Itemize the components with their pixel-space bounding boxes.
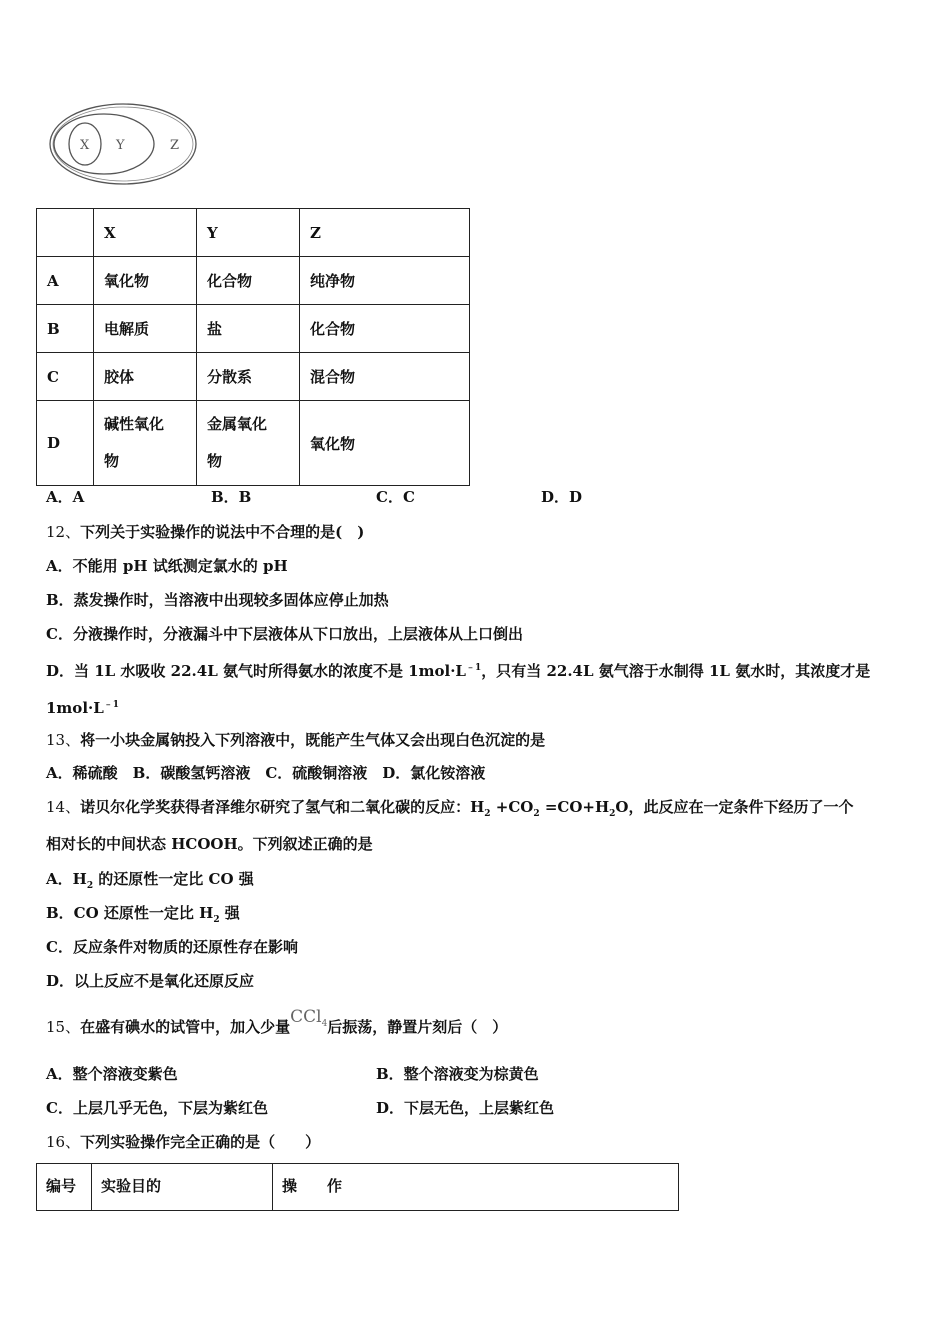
q14-option-d: D．以上反应不是氧化还原反应 [46,972,255,990]
q14-option-a: A．$H_2$ 的还原性一定比 CO 强 [46,870,254,891]
venn-diagram [46,100,201,190]
option-c: C．C [376,488,415,506]
row-key: A [37,257,94,305]
q15-option-d: D．下层无色，上层紫红色 [376,1099,555,1117]
cell-y-line2: 物 [207,452,223,470]
experiment-table [36,1163,679,1211]
cell-z: 氧化物 [300,401,470,486]
q14-stem-cont: 相对长的中间状态 HCOOH。下列叙述正确的是 [46,835,373,853]
cell-z: 纯净物 [300,257,470,305]
table-header-number: 编号 [37,1164,92,1211]
q12-option-d-cont: $1mol\cdot L^{﹣1}$ [46,699,120,717]
row-key: B [37,305,94,353]
classification-table [36,208,470,486]
table-row [37,305,470,353]
q12-option-b: B．蒸发操作时，当溶液中出现较多固体应停止加热 [46,591,389,609]
q14-option-b: B．CO 还原性一定比 $H_2$ 强 [46,904,240,925]
cell-y: 盐 [197,305,300,353]
cell-x: 氧化物 [94,257,197,305]
cell-y [197,401,300,486]
venn-label-z: Z [170,138,180,153]
venn-label-x: X [80,138,90,153]
q14-option-c: C．反应条件对物质的还原性存在影响 [46,938,298,956]
table-row [37,209,470,257]
q12-option-c: C．分液操作时，分液漏斗中下层液体从下口放出，上层液体从上口倒出 [46,625,523,643]
option-d: D．D [541,488,583,506]
q15-option-a: A．整个溶液变紫色 [46,1065,178,1083]
cell-z: 混合物 [300,353,470,401]
table-header-y: Y [197,209,300,257]
q14-stem: 14、诺贝尔化学奖获得者泽维尔研究了氢气和二氧化碳的反应：$H_2 +CO_2 =CO+H_2O$，此反应在一定条件下经历了一个 [46,798,854,819]
table-header-purpose: 实验目的 [92,1164,273,1211]
ccl4-formula: CCl [290,1007,322,1027]
table-row [37,1164,679,1211]
q16-stem: 16、下列实验操作完全正确的是（ ） [46,1133,321,1151]
option-b: B．B [211,488,252,506]
table-header-x: X [94,209,197,257]
q12-stem: 12、下列关于实验操作的说法中不合理的是( ) [46,523,365,541]
table-row [37,401,470,486]
q13-options: A．稀硫酸 B．碳酸氢钙溶液 C．硫酸铜溶液 D．氯化铵溶液 [46,764,486,782]
cell-x: 胶体 [94,353,197,401]
cell-y: 分散系 [197,353,300,401]
cell-z: 化合物 [300,305,470,353]
q13-stem: 13、将一小块金属钠投入下列溶液中，既能产生气体又会出现白色沉淀的是 [46,731,546,749]
cell-x-line2: 物 [104,452,120,470]
q15-option-b: B．整个溶液变为棕黄色 [376,1065,539,1083]
cell-x [94,401,197,486]
table-row [37,353,470,401]
cell-y: 化合物 [197,257,300,305]
q15-stem: 15、在盛有碘水的试管中，加入少量CCl$_4$后振荡，静置片刻后（ ） [46,1007,508,1036]
table-row [37,257,470,305]
cell-x: 电解质 [94,305,197,353]
row-key: D [37,401,94,486]
table-header-operation: 操 作 [273,1164,679,1211]
q12-option-a: A．不能用 pH 试纸测定氯水的 pH [46,557,288,575]
q15-option-c: C．上层几乎无色，下层为紫红色 [46,1099,268,1117]
cell-x-line1: 碱性氧化 [104,415,165,433]
table-cell [37,209,94,257]
q12-option-d: D．当 1L 水吸收 22.4L 氨气时所得氨水的浓度不是 $1mol\cdot L^{﹣1}$，只有当 22.4L 氨气溶于水制得 1L 氨水时，其浓度才是 [46,662,871,680]
table-header-z: Z [300,209,470,257]
row-key: C [37,353,94,401]
option-a: A．A [46,488,85,506]
cell-y-line1: 金属氧化 [207,415,268,433]
venn-label-y: Y [116,138,125,153]
